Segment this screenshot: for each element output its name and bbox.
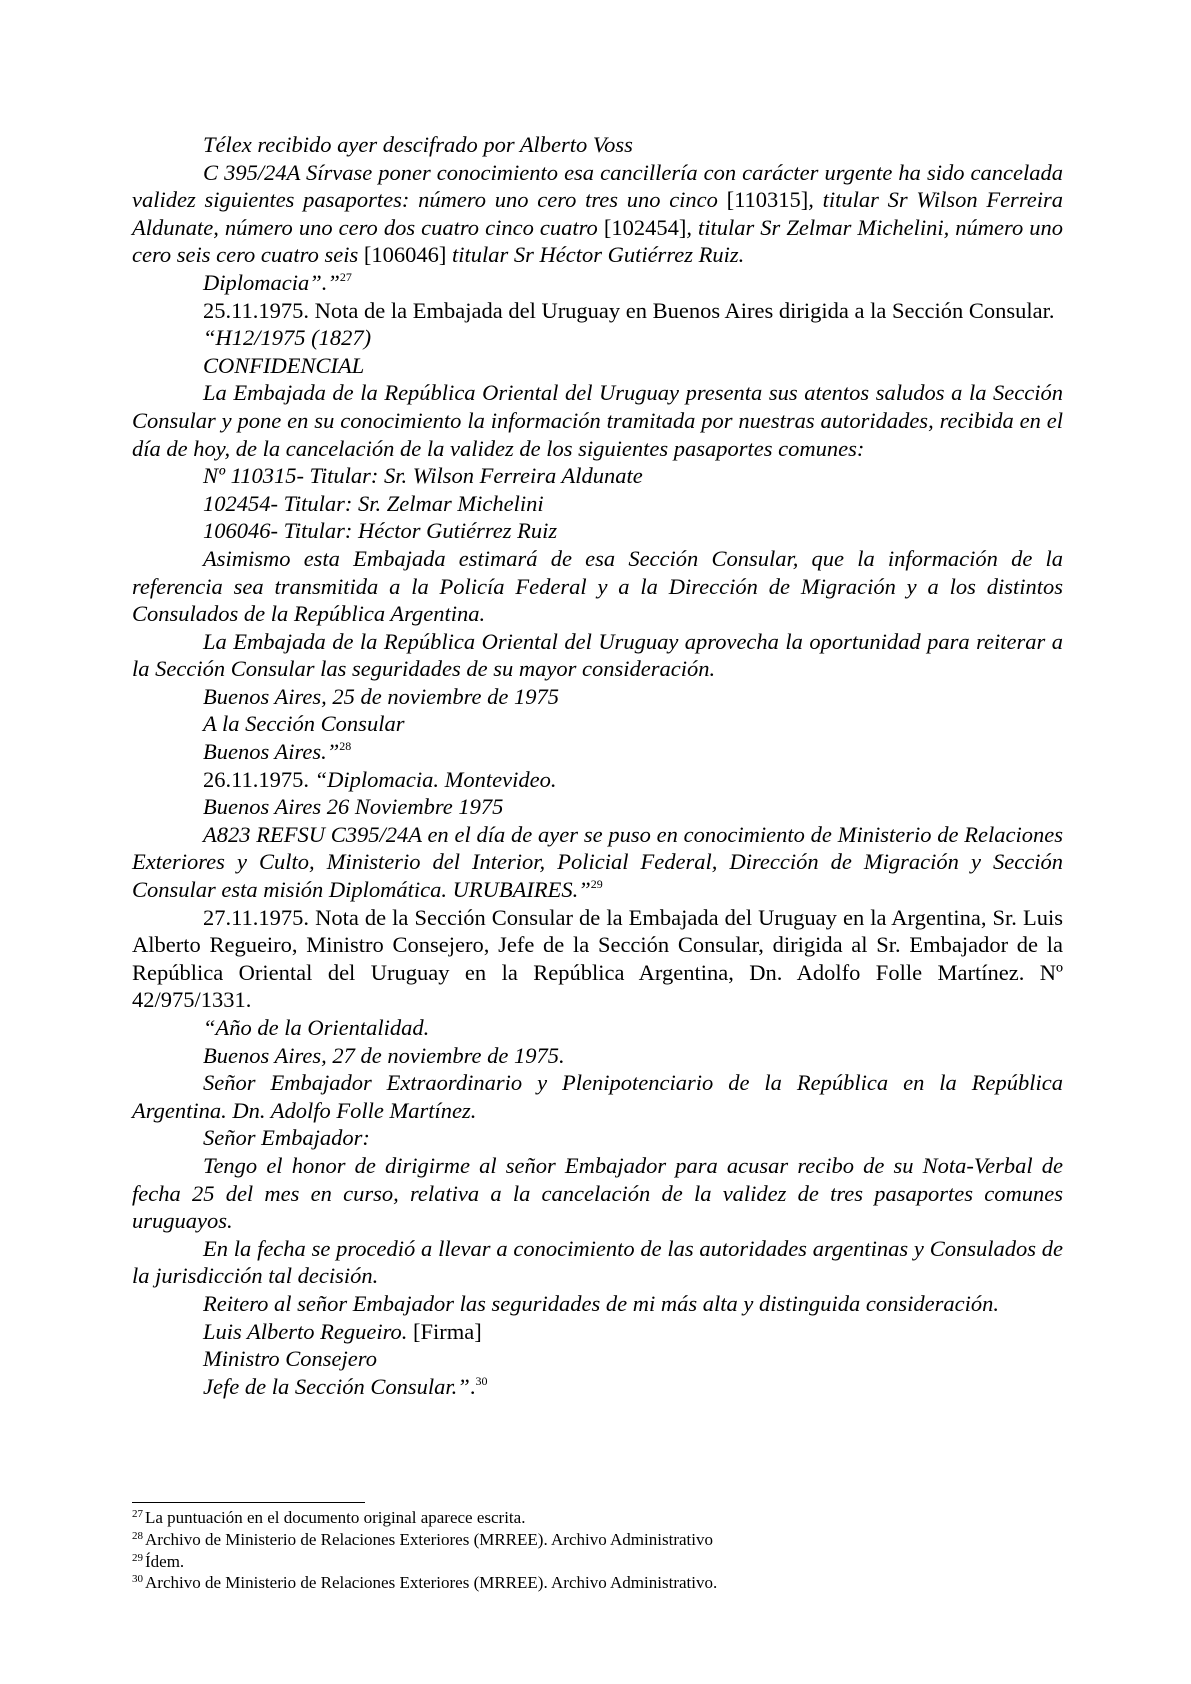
paragraph: [132, 1124, 1063, 1152]
paragraph: [132, 1345, 1063, 1373]
text-run: Luis Alberto Regueiro.: [203, 1318, 413, 1344]
footnote-separator: [132, 1502, 365, 1503]
text-run: A823 REFSU C395/24A en el día de ayer se puso en conocimiento de Ministerio de Relaciones Exteriores y Culto, Ministerio del Interior, Policial Federal, Dirección de Migración y Sección Consular esta misión Diplomática. URUBAIRES.”: [132, 821, 1063, 903]
footnote-number: 27: [132, 1508, 143, 1520]
paragraph: [132, 379, 1063, 462]
text-run: Buenos Aires.”: [203, 739, 340, 765]
text-run: [106046]: [363, 242, 447, 268]
paragraph: [132, 1290, 1063, 1318]
text-run: , titular Sr Zelmar Michelini, número uno cero seis cero cuatro seis: [132, 214, 1063, 268]
text-run: [110315]: [726, 187, 809, 213]
paragraph: [132, 490, 1063, 518]
footnote-text: La puntuación en el documento original aparece escrita.: [145, 1508, 526, 1527]
footnote-number: 29: [132, 1551, 143, 1564]
text-run: Nº 110315- Titular: Sr. Wilson Ferreira Aldunate: [203, 463, 643, 489]
paragraph: [132, 710, 1063, 738]
paragraph: [132, 1042, 1063, 1070]
document-body: [132, 131, 1063, 1400]
text-run: La Embajada de la República Oriental del Uruguay aprovecha la oportunidad para reiterar a la Sección Consular las seguridades de su mayor consideración.: [132, 628, 1063, 682]
text-run: “H12/1975 (1827): [203, 325, 372, 351]
text-run: Jefe de la Sección Consular.”: [203, 1373, 470, 1399]
footnote-number: 28: [132, 1529, 143, 1542]
paragraph: [132, 738, 1063, 766]
text-run: 25.11.1975. Nota de la Embajada del Uruguay en Buenos Aires dirigida a la Sección Consular.: [203, 297, 1055, 323]
footnote-text: Archivo de Ministerio de Relaciones Exteriores (MRREE). Archivo Administrativo: [145, 1529, 713, 1549]
footnote: [132, 1551, 1063, 1573]
footnote: [132, 1529, 1063, 1551]
footnote: [132, 1572, 1063, 1594]
paragraph: [132, 628, 1063, 683]
text-run: .: [469, 1373, 476, 1399]
paragraph: [132, 1069, 1063, 1124]
paragraph: [132, 1014, 1063, 1042]
text-run: , titular Sr Wilson Ferreira Aldunate, número uno cero dos cuatro cinco cuatro: [132, 187, 1063, 240]
paragraph: [132, 793, 1063, 821]
footnote-ref: 28: [339, 739, 352, 754]
paragraph: [132, 131, 1063, 159]
paragraph: [132, 821, 1063, 904]
text-run: Diplomacia”.”: [203, 269, 340, 295]
footnote: [132, 1507, 1063, 1529]
text-run: Tengo el honor de dirigirme al señor Embajador para acusar recibo de su Nota-Verbal de fecha 25 del mes en curso, relativa a la cancelación de la validez de tres pasaportes comunes uruguayos.: [132, 1152, 1063, 1234]
paragraph: [132, 352, 1063, 380]
paragraph: [132, 1373, 1063, 1401]
paragraph: [132, 462, 1063, 490]
paragraph: [132, 1235, 1063, 1290]
text-run: titular Sr Héctor Gutiérrez Ruiz.: [446, 242, 745, 268]
footnote-ref: 30: [475, 1373, 488, 1388]
text-run: 106046- Titular: Héctor Gutiérrez Ruiz: [203, 518, 558, 544]
paragraph: [132, 766, 1063, 794]
text-run: La Embajada de la República Oriental del Uruguay presenta sus atentos saludos a la Sección Consular y pone en su conocimiento la información tramitada por nuestras autoridades, recibida en el día de hoy, de la cancelación de la validez de los siguientes pasaportes comunes:: [132, 380, 1063, 461]
text-run: 102454- Titular: Sr. Zelmar Michelini: [203, 490, 544, 516]
paragraph: [132, 517, 1063, 545]
text-run: Asimismo esta Embajada estimará de esa Sección Consular, que la información de la referencia sea transmitida a la Policía Federal y a la Dirección de Migración y a los distintos Consulados de la República Argentina.: [132, 545, 1063, 627]
text-run: A la Sección Consular: [203, 711, 405, 737]
text-run: Reitero al señor Embajador las seguridades de mi más alta y distinguida consideración.: [203, 1290, 999, 1316]
paragraph: [132, 159, 1063, 269]
text-run: “Diplomacia. Montevideo.: [314, 766, 557, 792]
text-run: Ministro Consejero: [203, 1346, 377, 1372]
text-run: Señor Embajador Extraordinario y Plenipotenciario de la República en la República Argentina. Dn. Adolfo Folle Martínez.: [132, 1070, 1063, 1123]
text-run: CONFIDENCIAL: [203, 352, 365, 378]
text-run: En la fecha se procedió a llevar a conocimiento de las autoridades argentinas y Consulados de la jurisdicción tal decisión.: [132, 1235, 1063, 1289]
footnote-number: 30: [132, 1573, 143, 1586]
text-run: 26.11.1975.: [203, 766, 315, 792]
text-run: C 395/24A Sírvase poner conocimiento esa cancillería con carácter urgente ha sido cancelada validez siguientes pasaportes: número uno cero tres uno cinco: [132, 159, 1063, 213]
text-run: “Año de la Orientalidad.: [203, 1015, 430, 1040]
text-run: Télex recibido ayer descifrado por Alberto Voss: [203, 132, 633, 157]
text-run: Señor Embajador:: [203, 1125, 370, 1151]
text-run: Buenos Aires, 25 de noviembre de 1975: [203, 683, 559, 709]
paragraph: [132, 1152, 1063, 1235]
text-run: Buenos Aires 26 Noviembre 1975: [203, 794, 504, 820]
paragraph: [132, 1318, 1063, 1346]
footnote-text: Ídem.: [145, 1551, 185, 1571]
footnote-ref: 29: [590, 877, 603, 892]
text-run: [Firma]: [413, 1318, 482, 1344]
paragraph: [132, 324, 1063, 352]
text-run: Buenos Aires, 27 de noviembre de 1975.: [203, 1042, 565, 1068]
paragraph: [132, 297, 1063, 325]
footnotes: [132, 1507, 1063, 1594]
footnote-ref: 27: [339, 269, 352, 284]
paragraph: [132, 269, 1063, 297]
text-run: 27.11.1975. Nota de la Sección Consular de la Embajada del Uruguay en la Argentina, Sr. Luis Alberto Regueiro, Ministro Consejero, Jefe de la Sección Consular, dirigida al Sr. Embajador de la República Oriental del Uruguay en la República Argentina, Dn. Adolfo Folle Martínez. Nº 42/975/1331.: [132, 904, 1063, 1013]
paragraph: [132, 545, 1063, 628]
paragraph: [132, 904, 1063, 1014]
footnote-text: Archivo de Ministerio de Relaciones Exteriores (MRREE). Archivo Administrativo.: [145, 1573, 718, 1593]
paragraph: [132, 683, 1063, 711]
text-run: [102454]: [603, 214, 687, 240]
